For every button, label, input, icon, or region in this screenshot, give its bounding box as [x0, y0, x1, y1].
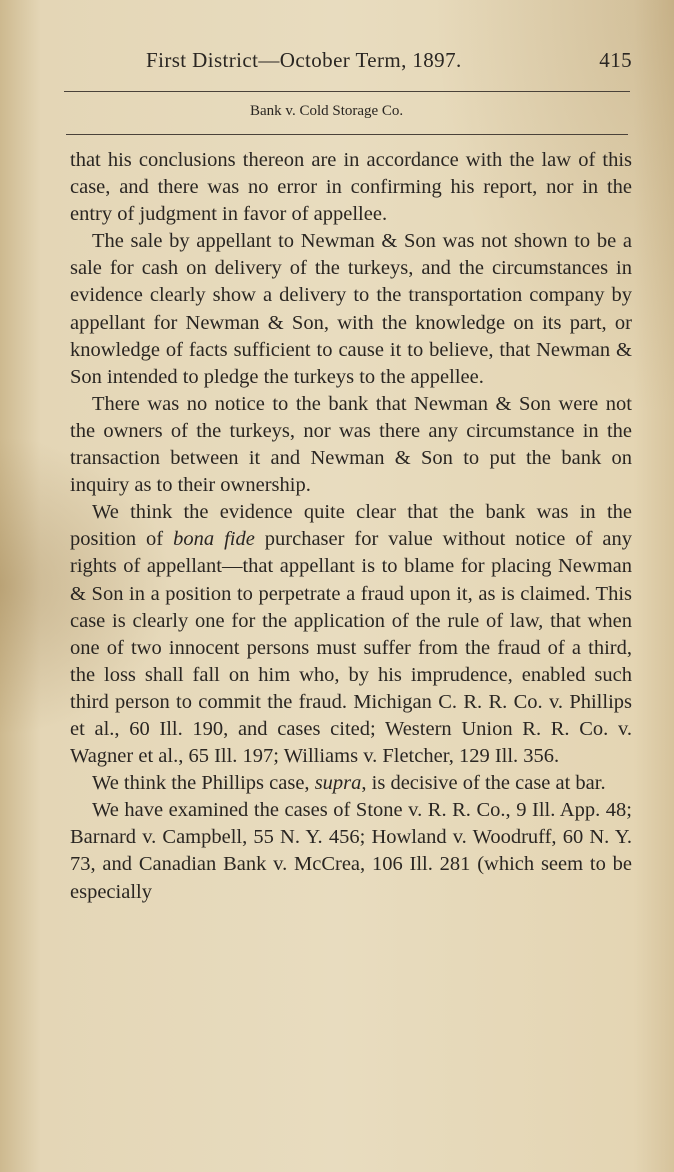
paragraph: that his conclusions thereon are in accordance with the law of this case, and there was no error in confirming his report, nor in the entry of judgment in favor of appellee. — [70, 149, 632, 226]
paragraph: We have examined the cases of Stone v. R. R. Co., 9 Ill. App. 48; Barnard v. Campbell, 55 N. Y. 456; Howland v. Woodruff, 60 N. Y. 73, and Canadian Bank v. McCrea, 106 Ill. 281 (which seem to be especially — [70, 799, 632, 903]
paragraph: There was no notice to the bank that Newman & Son were not the owners of the turkeys, nor was there any circumstance in the transaction between it and Newman & Son to put the bank on inquiry as to their ownership. — [70, 392, 632, 497]
italic-term: supra — [314, 772, 362, 795]
case-title-rule — [66, 134, 628, 135]
paragraph — [70, 770, 632, 797]
paragraph-text: purchaser for value without notice of any rights of appellant—that appellant is to blame for placing Newman & Son in a position to perpetrate a fraud upon it, as is claimed. This case is clearly one for the application of the rule of law, that when one of two innocent persons must suffer from the fraud of a third, the loss shall fall on him who, by his imprudence, enabled such third person to commit the fraud. Michigan C. R. R. Co. v. Phillips et al., 60 Ill. 190, and cases cited; Western Union R. R. Co. v. Wagner et al., 65 Ill. 197; Williams v. Fletcher, 129 Ill. 356. — [70, 528, 632, 768]
body-text — [70, 147, 632, 906]
paragraph-text: We think the evidence quite clear that the bank was in the position of — [70, 501, 632, 551]
paragraph: The sale by appellant to Newman & Son was not shown to be a sale for cash on delivery of the turkeys, and the circumstances in evidence clearly show a delivery to the transportation company by appellant for Newman & Son, with the knowledge on its part, or knowledge of facts sufficient to cause it to believe, that Newman & Son intended to pledge the turkeys to the appellee. — [70, 230, 632, 388]
running-title: First District—October Term, 1897. — [146, 48, 462, 72]
case-title: Bank v. Cold Storage Co. — [250, 103, 404, 119]
italic-term: bona fide — [173, 528, 255, 551]
page-number: 415 — [599, 48, 632, 72]
paragraph-text: , is decisive of the case at bar. — [361, 772, 606, 795]
paragraph — [70, 499, 632, 770]
paragraph-text: We think the Phillips case, — [92, 772, 315, 795]
header-rule — [64, 91, 630, 92]
